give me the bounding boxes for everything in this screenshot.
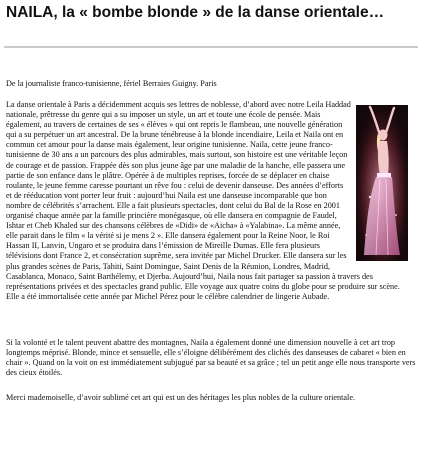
article-byline: De la journaliste franco-tunisienne, fériel Berraies Guigny. Paris xyxy=(6,79,217,88)
article-paragraph: La danse orientale à Paris a décidemment acquis ses lettres de noblesse, d’abord avec notre Leila Haddad nationale, prêtresse du genre qui a su imposer un style, un art et toute une école de pensée. Mais également, au travers de certaines de ses « élèves » qui ont repris le flambeau, une nouvelle génération qui a su perpétuer un art ancestral. De la brune ténébreuse à la blonde incendiaire, Leila et Naila ont en commun cet amour pour la danse mais également, leur origine tunisienne. Naila, cette jeune franco-tunisienne de 30 ans a un parcours des plus admirables, mais surtout, son histoire est une véritable leçon de courage et de passion. Frappée dès son plus jeune âge par une maladie de la hanche, elle passera une partie de son enfance dans le plâtre. Opérée à de multiples reprises, forcée de se déplacer en chaise roulante, le jeune femme caresse pourtant un rêve fou : celui de devenir danseuse. Des années d’efforts et de rééducation vont porter leur fruit : aujourd’hui Naila est une danseuse incomparable que bon nombre de célébrités s’arrachent. Elle a fait plusieurs spectacles, dont celui du Bal de la Rose en 2001 organisé chaque année par la famille princière monégasque, où elle dansera en compagnie de Faudel, Ishtar et Cheb Khaled sur des chansons célèbres de «Didi» de «Aicha» à «Yalabina». La même année, elle parait dans le film « la vérité si je mens 2 ». Elle dansera également pour la Reine Noor, le Roi Hassan II, Lanvin, Ungaro et se produira dans l’émission de Mireille Dumas. Elle fera plusieurs télévisions dont France 2, et consécration suprême, sera invitée par Michel Drucker. Elle dansera sur les plus grandes scènes de Paris, Tahiti, Saint Domingue, Saint Denis de la Réunion, Londres, Madrid, Casablanca, Monaco, Saint Barthélemy, et Djerba. Aujourd’hui, Naila nous fait partager sa passion à travers des représentations privées et des spectacles grand public. Elle voyage aux quatre coins du globe pour se produire sur scène. Elle a été immortalisée cette année par Michel Pérez pour le célèbre calendrier de lingerie Aubade. xyxy=(6,100,400,301)
article-paragraph: Si la volonté et le talent peuvent abattre des montagnes, Naila a également donné une dimension nouvelle à cet art trop longtemps méprisé. Blonde, mince et sensuelle, elle s’éloigne délibérément des clichés des danseuses de cabaret « bien en chair ». Quand on la voit on est immédiatement subjugué par sa beauté et sa grâce ; tel un petit ange elle nous transporte vers des cieux étoilés. xyxy=(6,338,416,378)
title-divider xyxy=(4,46,418,48)
belly-dancer-photo xyxy=(356,105,408,261)
article-body-main xyxy=(6,100,408,302)
dancer-photo xyxy=(356,105,408,261)
article-paragraph: Merci mademoiselle, d’avoir sublimé cet art qui est un des héritages les plus nobles de la culture orientale. xyxy=(6,393,355,402)
article-title: NAILA, la « bombe blonde » de la danse orientale… xyxy=(6,4,385,21)
